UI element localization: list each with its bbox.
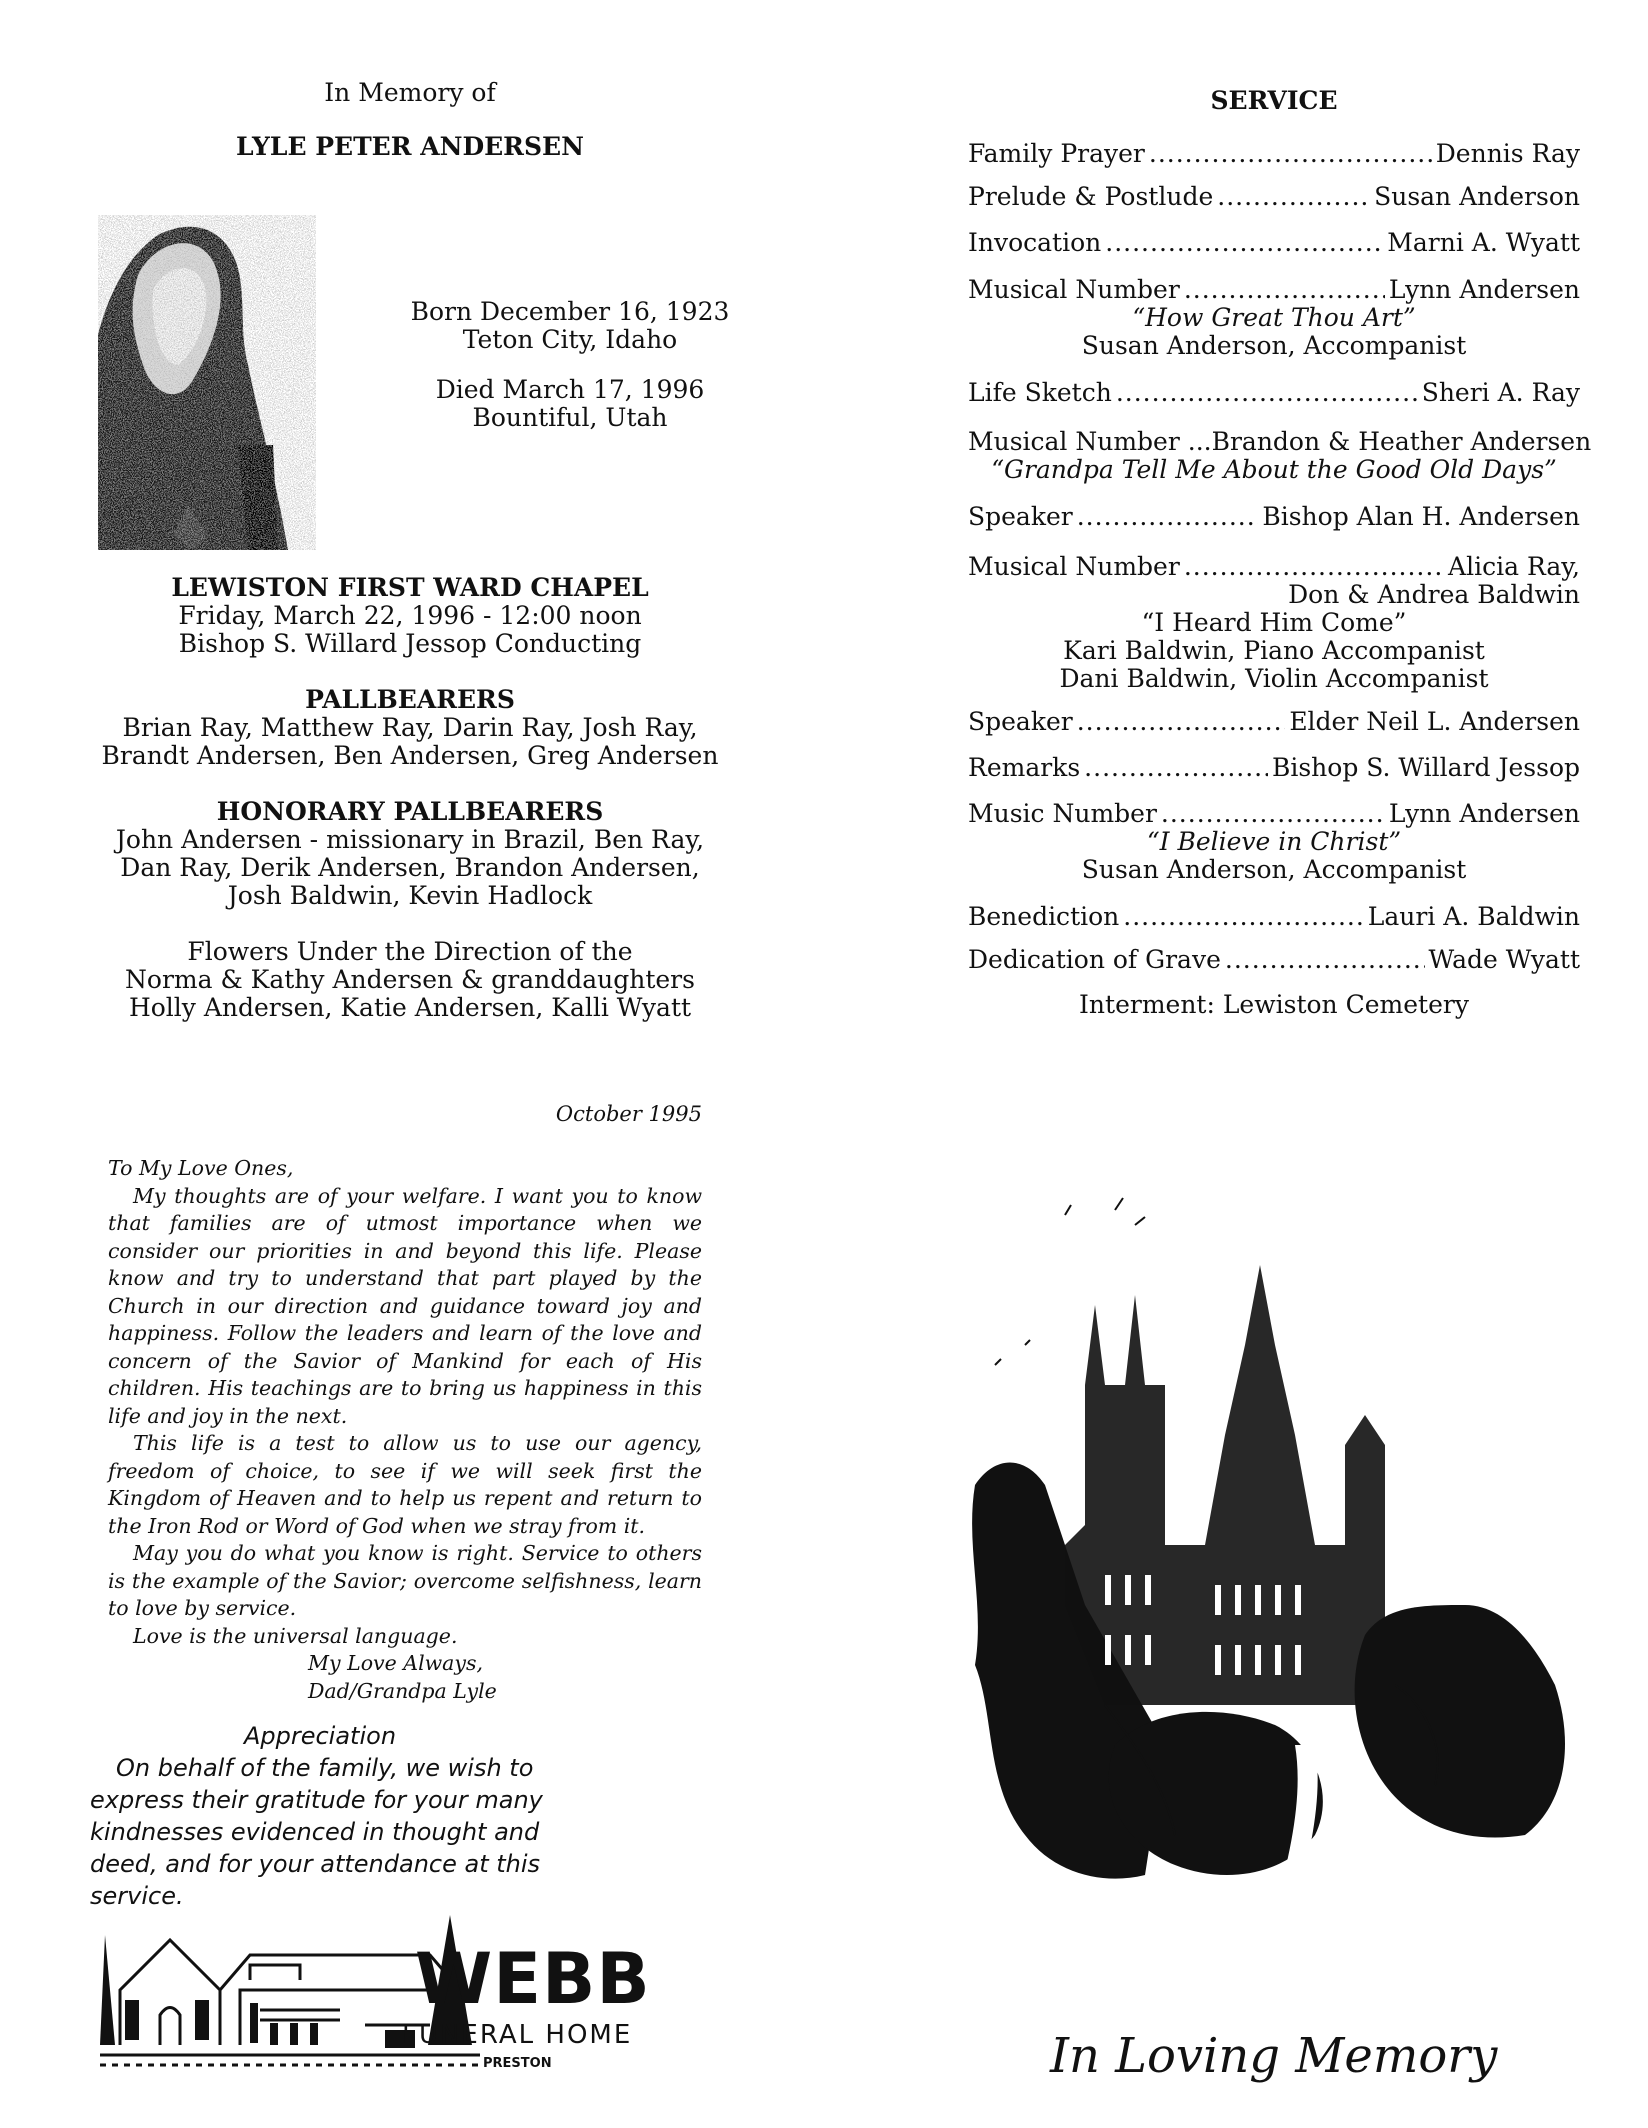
program-role: Musical Number bbox=[968, 552, 1180, 581]
program-role: Musical Number ... bbox=[968, 427, 1212, 456]
accompanist: Dani Baldwin, Violin Accompanist bbox=[1059, 664, 1489, 693]
honorary-line: John Andersen - missionary in Brazil, Ben Ray, bbox=[115, 825, 705, 854]
program-role: Invocation bbox=[968, 228, 1102, 257]
pallbearers-title: PALLBEARERS bbox=[305, 685, 515, 714]
program-person: Brandon & Heather Andersen bbox=[1211, 427, 1592, 456]
program-person: Bishop Alan H. Andersen bbox=[1262, 502, 1580, 531]
program-role: Life Sketch bbox=[968, 378, 1112, 407]
program-role: Speaker bbox=[968, 707, 1073, 736]
death-date: Died March 17, 1996 bbox=[435, 375, 705, 404]
appreciation bbox=[90, 1720, 550, 1912]
program-role: Musical Number bbox=[968, 275, 1180, 304]
program-role: Remarks bbox=[968, 753, 1081, 782]
program-item bbox=[968, 553, 1580, 693]
program-person: Alicia Ray, bbox=[1448, 552, 1580, 581]
letter-paragraph: Love is the universal language. bbox=[133, 1623, 458, 1648]
letter-paragraph: My thoughts are of your welfare. I want you to know that families are of utmost importance when we consider our priorities in and beyond this life. Please know and try to understand that part played by the Church in our direction and guidance toward joy and happiness. Follow the leaders and learn of the love and concern of the Savior of Mankind for each of His children. His teachings are to bring us happiness in this life and joy in the next. bbox=[108, 1183, 702, 1428]
pallbearers-line: Brian Ray, Matthew Ray, Darin Ray, Josh Ray, bbox=[122, 713, 698, 742]
program-item bbox=[968, 229, 1580, 257]
deceased-name: LYLE PETER ANDERSEN bbox=[236, 132, 584, 161]
honorary-line: Dan Ray, Derik Andersen, Brandon Andersen, bbox=[120, 853, 700, 882]
program-item bbox=[968, 183, 1580, 211]
program-item bbox=[968, 946, 1580, 974]
death-place: Bountiful, Utah bbox=[472, 403, 668, 432]
loving-memory-caption: In Loving Memory bbox=[1050, 2028, 1498, 2084]
service-date: Friday, March 22, 1996 - 12:00 noon bbox=[178, 601, 642, 630]
program-role: Music Number bbox=[968, 799, 1157, 828]
program-item bbox=[968, 379, 1580, 407]
song-title: “Grandpa Tell Me About the Good Old Days” bbox=[991, 455, 1557, 484]
interment bbox=[968, 991, 1580, 1019]
temple-illustration bbox=[965, 1185, 1575, 1945]
program-person: Sheri A. Ray bbox=[1421, 378, 1580, 407]
program-role: Dedication of Grave bbox=[968, 945, 1221, 974]
pallbearers-line: Brandt Andersen, Ben Andersen, Greg Andersen bbox=[101, 741, 719, 770]
program-item bbox=[968, 427, 1592, 484]
program-person: Dennis Ray bbox=[1435, 139, 1580, 168]
program-item bbox=[968, 903, 1580, 931]
program-person: Elder Neil L. Andersen bbox=[1289, 707, 1580, 736]
program-person: Wade Wyatt bbox=[1428, 945, 1580, 974]
pallbearers bbox=[90, 686, 730, 770]
chapel-title: LEWISTON FIRST WARD CHAPEL bbox=[171, 573, 649, 602]
funeral-home-subtitle: FUNERAL HOME bbox=[402, 2020, 633, 2050]
accompanist: Kari Baldwin, Piano Accompanist bbox=[1063, 636, 1485, 665]
program-item bbox=[968, 140, 1580, 168]
program-item bbox=[968, 754, 1580, 782]
letter-paragraph: May you do what you know is right. Service to others is the example of the Savior; overcome selfishness, learn to love by service. bbox=[108, 1541, 702, 1620]
program-item bbox=[968, 276, 1580, 360]
program-role: Benediction bbox=[968, 902, 1120, 931]
program-role: Family Prayer bbox=[968, 139, 1145, 168]
program-person: Don & Andrea Baldwin bbox=[1288, 580, 1580, 609]
birth-date: Born December 16, 1923 bbox=[410, 297, 730, 326]
song-title: “I Believe in Christ” bbox=[1146, 827, 1402, 856]
program-person: Bishop S. Willard Jessop bbox=[1271, 753, 1580, 782]
birth-place: Teton City, Idaho bbox=[462, 325, 678, 354]
program-item bbox=[968, 708, 1580, 736]
chapel-info bbox=[90, 574, 730, 658]
appreciation-title: Appreciation bbox=[243, 1722, 397, 1750]
honorary-pallbearers bbox=[90, 798, 730, 910]
letter-closing: My Love Always, bbox=[308, 1651, 484, 1675]
flowers-line: Flowers Under the Direction of the bbox=[187, 937, 633, 966]
appreciation-body: On behalf of the family, we wish to express their gratitude for your many kindnesses evidenced in thought and deed, and for your attendance at this service. bbox=[90, 1754, 543, 1910]
letter-paragraph: This life is a test to allow us to use our agency, freedom of choice, to see if we will seek first the Kingdom of Heaven and to help us repent and return to the Iron Rod or Word of God when we stray from it. bbox=[108, 1431, 702, 1538]
conducting: Bishop S. Willard Jessop Conducting bbox=[178, 629, 642, 658]
accompanist: Susan Anderson, Accompanist bbox=[1081, 855, 1467, 884]
funeral-home-location: PRESTON bbox=[483, 2056, 552, 2071]
accompanist: Susan Anderson, Accompanist bbox=[1081, 331, 1467, 360]
birth-death-info bbox=[390, 298, 750, 432]
letter-date: October 1995 bbox=[555, 1102, 702, 1126]
service-title: SERVICE bbox=[1210, 86, 1338, 115]
program-role: Speaker bbox=[968, 502, 1073, 531]
letter-signature: Dad/Grandpa Lyle bbox=[308, 1678, 497, 1703]
memory-heading: In Memory of bbox=[324, 78, 496, 107]
letter bbox=[108, 1155, 702, 1705]
program-person: Susan Anderson bbox=[1374, 182, 1580, 211]
program-item bbox=[968, 800, 1580, 884]
program-person: Lynn Andersen bbox=[1388, 799, 1580, 828]
program-person: Marni A. Wyatt bbox=[1387, 228, 1580, 257]
song-title: “I Heard Him Come” bbox=[1141, 608, 1407, 637]
flowers-line: Holly Andersen, Katie Andersen, Kalli Wyatt bbox=[128, 993, 692, 1022]
honorary-line: Josh Baldwin, Kevin Hadlock bbox=[227, 881, 593, 910]
flowers-info bbox=[90, 938, 730, 1022]
program-person: Lauri A. Baldwin bbox=[1367, 902, 1580, 931]
honorary-title: HONORARY PALLBEARERS bbox=[216, 797, 604, 826]
portrait-photo bbox=[98, 215, 316, 550]
program-role: Prelude & Postlude bbox=[968, 182, 1214, 211]
program-person: Lynn Andersen bbox=[1388, 275, 1580, 304]
flowers-line: Norma & Kathy Andersen & granddaughters bbox=[125, 965, 695, 994]
program-item bbox=[968, 503, 1580, 531]
song-title: “How Great Thou Art” bbox=[1132, 303, 1416, 332]
funeral-home-name: WEBB bbox=[415, 1938, 651, 2020]
interment-text: Interment: Lewiston Cemetery bbox=[1079, 990, 1469, 1019]
letter-salutation: To My Love Ones, bbox=[108, 1156, 294, 1180]
